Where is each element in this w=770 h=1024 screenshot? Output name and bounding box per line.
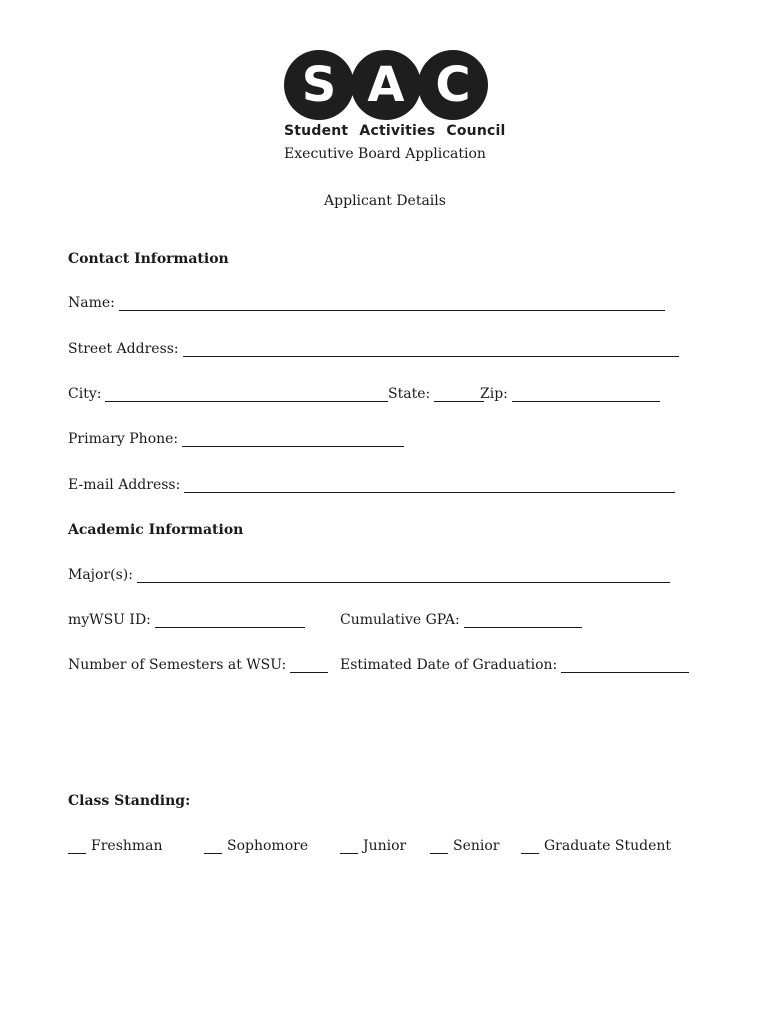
standing-label: Freshman: [91, 838, 163, 854]
email-field[interactable]: [68, 477, 675, 493]
state-field[interactable]: [388, 386, 484, 402]
name-input-line[interactable]: [119, 295, 665, 311]
standing-blank[interactable]: [340, 838, 358, 854]
academic-heading: Academic Information: [68, 522, 244, 538]
standing-label: Sophomore: [227, 838, 309, 854]
logo-word-activities: Activities: [359, 123, 436, 139]
phone-input-line[interactable]: [182, 431, 404, 447]
standing-blank[interactable]: [204, 838, 222, 854]
graduation-label: Estimated Date of Graduation:: [340, 657, 558, 673]
major-input-line[interactable]: [137, 567, 670, 583]
standing-option-sophomore[interactable]: [204, 838, 308, 854]
graduation-field[interactable]: [340, 657, 689, 673]
logo-letter-c: C: [418, 50, 488, 120]
street-input-line[interactable]: [183, 341, 679, 357]
standing-option-junior[interactable]: [340, 838, 406, 854]
gpa-field[interactable]: [340, 612, 582, 628]
graduation-input-line[interactable]: [561, 657, 689, 673]
logo-word-council: Council: [446, 123, 506, 139]
logo-letter-a: A: [351, 50, 421, 120]
street-label: Street Address:: [68, 341, 179, 357]
mywsu-id-input-line[interactable]: [155, 612, 305, 628]
gpa-input-line[interactable]: [464, 612, 582, 628]
standing-blank[interactable]: [521, 838, 539, 854]
standing-option-freshman[interactable]: [68, 838, 163, 854]
form-subtitle: Applicant Details: [324, 193, 446, 209]
phone-field[interactable]: [68, 431, 404, 447]
mywsu-id-label: myWSU ID:: [68, 612, 151, 628]
name-label: Name:: [68, 295, 115, 311]
email-label: E-mail Address:: [68, 477, 181, 493]
standing-label: Junior: [363, 838, 407, 854]
sac-logo: [281, 50, 506, 139]
name-field[interactable]: [68, 295, 665, 311]
standing-option-graduate[interactable]: [521, 838, 671, 854]
class-standing-options: [68, 838, 688, 858]
major-field[interactable]: [68, 567, 670, 583]
phone-label: Primary Phone:: [68, 431, 179, 447]
class-standing-heading: Class Standing:: [68, 793, 191, 809]
major-label: Major(s):: [68, 567, 133, 583]
semesters-label: Number of Semesters at WSU:: [68, 657, 287, 673]
semesters-input-line[interactable]: [290, 657, 328, 673]
standing-blank[interactable]: [68, 838, 86, 854]
zip-input-line[interactable]: [512, 386, 660, 402]
gpa-label: Cumulative GPA:: [340, 612, 460, 628]
street-field[interactable]: [68, 341, 679, 357]
standing-option-senior[interactable]: [430, 838, 500, 854]
contact-heading: Contact Information: [68, 251, 229, 267]
city-field[interactable]: [68, 386, 388, 402]
mywsu-id-field[interactable]: [68, 612, 305, 628]
standing-blank[interactable]: [430, 838, 448, 854]
semesters-field[interactable]: [68, 657, 328, 673]
logo-letter-s: S: [284, 50, 354, 120]
state-input-line[interactable]: [434, 386, 484, 402]
state-label: State:: [388, 386, 431, 402]
zip-label: Zip:: [480, 386, 508, 402]
standing-label: Senior: [453, 838, 500, 854]
city-label: City:: [68, 386, 102, 402]
logo-tagline: [281, 123, 506, 139]
form-title: Executive Board Application: [284, 146, 486, 162]
logo-circles: [281, 50, 489, 122]
logo-word-student: Student: [284, 123, 349, 139]
email-input-line[interactable]: [184, 477, 675, 493]
zip-field[interactable]: [480, 386, 660, 402]
standing-label: Graduate Student: [544, 838, 672, 854]
city-input-line[interactable]: [105, 386, 388, 402]
